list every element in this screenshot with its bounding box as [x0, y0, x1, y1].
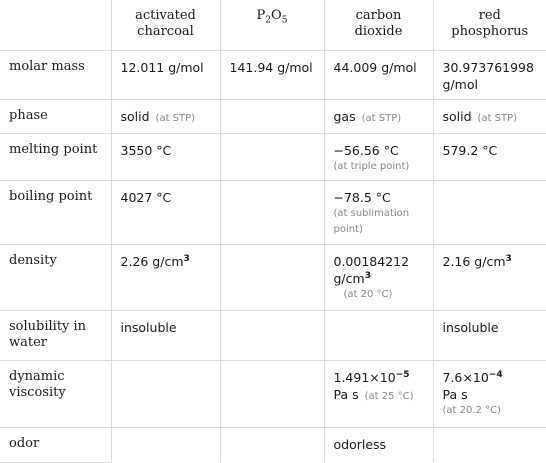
- phase-value: solid: [120, 108, 150, 124]
- phase-p2o5: [220, 99, 324, 133]
- row-label-molar-mass: molar mass: [0, 50, 111, 99]
- melting-point-carbon-dioxide: [324, 133, 433, 180]
- table-row: [0, 133, 546, 180]
- phase-value: solid: [442, 108, 472, 124]
- viscosity-mantissa: 1.491: [333, 369, 370, 385]
- molar-mass-red-phosphorus: [433, 50, 546, 99]
- column-header-carbon-dioxide: carbon dioxide: [324, 0, 433, 50]
- melting-point-red-phosphorus: 579.2 °C: [433, 133, 546, 180]
- phase-carbon-dioxide: [324, 99, 433, 133]
- odor-activated-charcoal: [111, 427, 220, 462]
- table-row: [0, 50, 546, 99]
- viscosity-red-phosphorus: [433, 360, 546, 427]
- boiling-point-carbon-dioxide: [324, 180, 433, 244]
- density-red-phosphorus: [433, 244, 546, 310]
- row-label-odor: odor: [0, 427, 111, 462]
- density-activated-charcoal: [111, 244, 220, 310]
- viscosity-p2o5: [220, 360, 324, 427]
- column-header-red-phosphorus: red phosphorus: [433, 0, 546, 50]
- boiling-point-red-phosphorus: [433, 180, 546, 244]
- formula-o: O: [271, 8, 282, 23]
- density-exponent: 3: [364, 270, 371, 281]
- viscosity-exponent: −4: [488, 369, 503, 380]
- melting-point-p2o5: [220, 133, 324, 180]
- table-row: [0, 244, 546, 310]
- density-exponent: 3: [183, 253, 190, 264]
- viscosity-unit: Pa s: [442, 386, 468, 402]
- viscosity-base: 10: [379, 369, 396, 385]
- times-sign: ×: [462, 369, 473, 385]
- viscosity-note: (at 20.2 °C): [442, 404, 501, 416]
- molar-mass-carbon-dioxide: 44.009 g/mol: [324, 50, 433, 99]
- column-header-p2o5: [220, 0, 324, 50]
- molar-mass-p2o5: 141.94 g/mol: [220, 50, 324, 99]
- boiling-point-value: −78.5 °C: [333, 189, 391, 205]
- viscosity-activated-charcoal: [111, 360, 220, 427]
- row-label-phase: phase: [0, 99, 111, 133]
- viscosity-base: 10: [472, 369, 489, 385]
- table-row: [0, 99, 546, 133]
- phase-activated-charcoal: [111, 99, 220, 133]
- formula-p-subscript: 2: [265, 15, 272, 26]
- header-row: [0, 0, 546, 50]
- corner-cell: [0, 0, 111, 50]
- density-note: (at 20 °C): [343, 288, 393, 300]
- viscosity-unit: Pa s: [333, 386, 359, 402]
- table-row: [0, 310, 546, 360]
- table-row: [0, 180, 546, 244]
- viscosity-note: (at 25 °C): [364, 390, 414, 402]
- phase-value: gas: [333, 108, 356, 124]
- odor-carbon-dioxide: odorless: [324, 427, 433, 462]
- formula-p: P: [256, 8, 266, 23]
- viscosity-exponent: −5: [395, 369, 410, 380]
- density-value: 2.26 g/cm: [120, 253, 184, 269]
- molar-mass-activated-charcoal: 12.011 g/mol: [111, 50, 220, 99]
- boiling-point-p2o5: [220, 180, 324, 244]
- density-value: 0.00184212 g/cm: [333, 253, 410, 286]
- solubility-red-phosphorus: insoluble: [433, 310, 546, 360]
- phase-note: (at STP): [155, 112, 196, 124]
- melting-point-note: (at triple point): [333, 160, 410, 172]
- times-sign: ×: [369, 369, 380, 385]
- odor-p2o5: [220, 427, 324, 462]
- table-row: [0, 427, 546, 462]
- column-header-activated-charcoal: activated charcoal: [111, 0, 220, 50]
- viscosity-mantissa: 7.6: [442, 369, 463, 385]
- row-label-melting-point: melting point: [0, 133, 111, 180]
- formula-o-subscript: 5: [281, 15, 288, 26]
- solubility-activated-charcoal: insoluble: [111, 310, 220, 360]
- row-label-boiling-point: boiling point: [0, 180, 111, 244]
- viscosity-carbon-dioxide: [324, 360, 433, 427]
- solubility-p2o5: [220, 310, 324, 360]
- row-label-density: density: [0, 244, 111, 310]
- density-exponent: 3: [505, 253, 512, 264]
- row-label-dynamic-viscosity: dynamic viscosity: [0, 360, 111, 427]
- phase-note: (at STP): [361, 112, 402, 124]
- molar-mass-red-phosphorus-value: 30.973761998 g/mol: [442, 59, 534, 92]
- table-row: [0, 360, 546, 427]
- density-p2o5: [220, 244, 324, 310]
- boiling-point-activated-charcoal: 4027 °C: [111, 180, 220, 244]
- phase-red-phosphorus: [433, 99, 546, 133]
- phase-note: (at STP): [477, 112, 518, 124]
- boiling-point-note: (at sublimation point): [333, 207, 410, 235]
- density-carbon-dioxide: [324, 244, 433, 310]
- solubility-carbon-dioxide: [324, 310, 433, 360]
- melting-point-activated-charcoal: 3550 °C: [111, 133, 220, 180]
- density-value: 2.16 g/cm: [442, 253, 506, 269]
- odor-red-phosphorus: [433, 427, 546, 462]
- melting-point-value: −56.56 °C: [333, 142, 399, 158]
- row-label-solubility-in-water: solubility in water: [0, 310, 111, 360]
